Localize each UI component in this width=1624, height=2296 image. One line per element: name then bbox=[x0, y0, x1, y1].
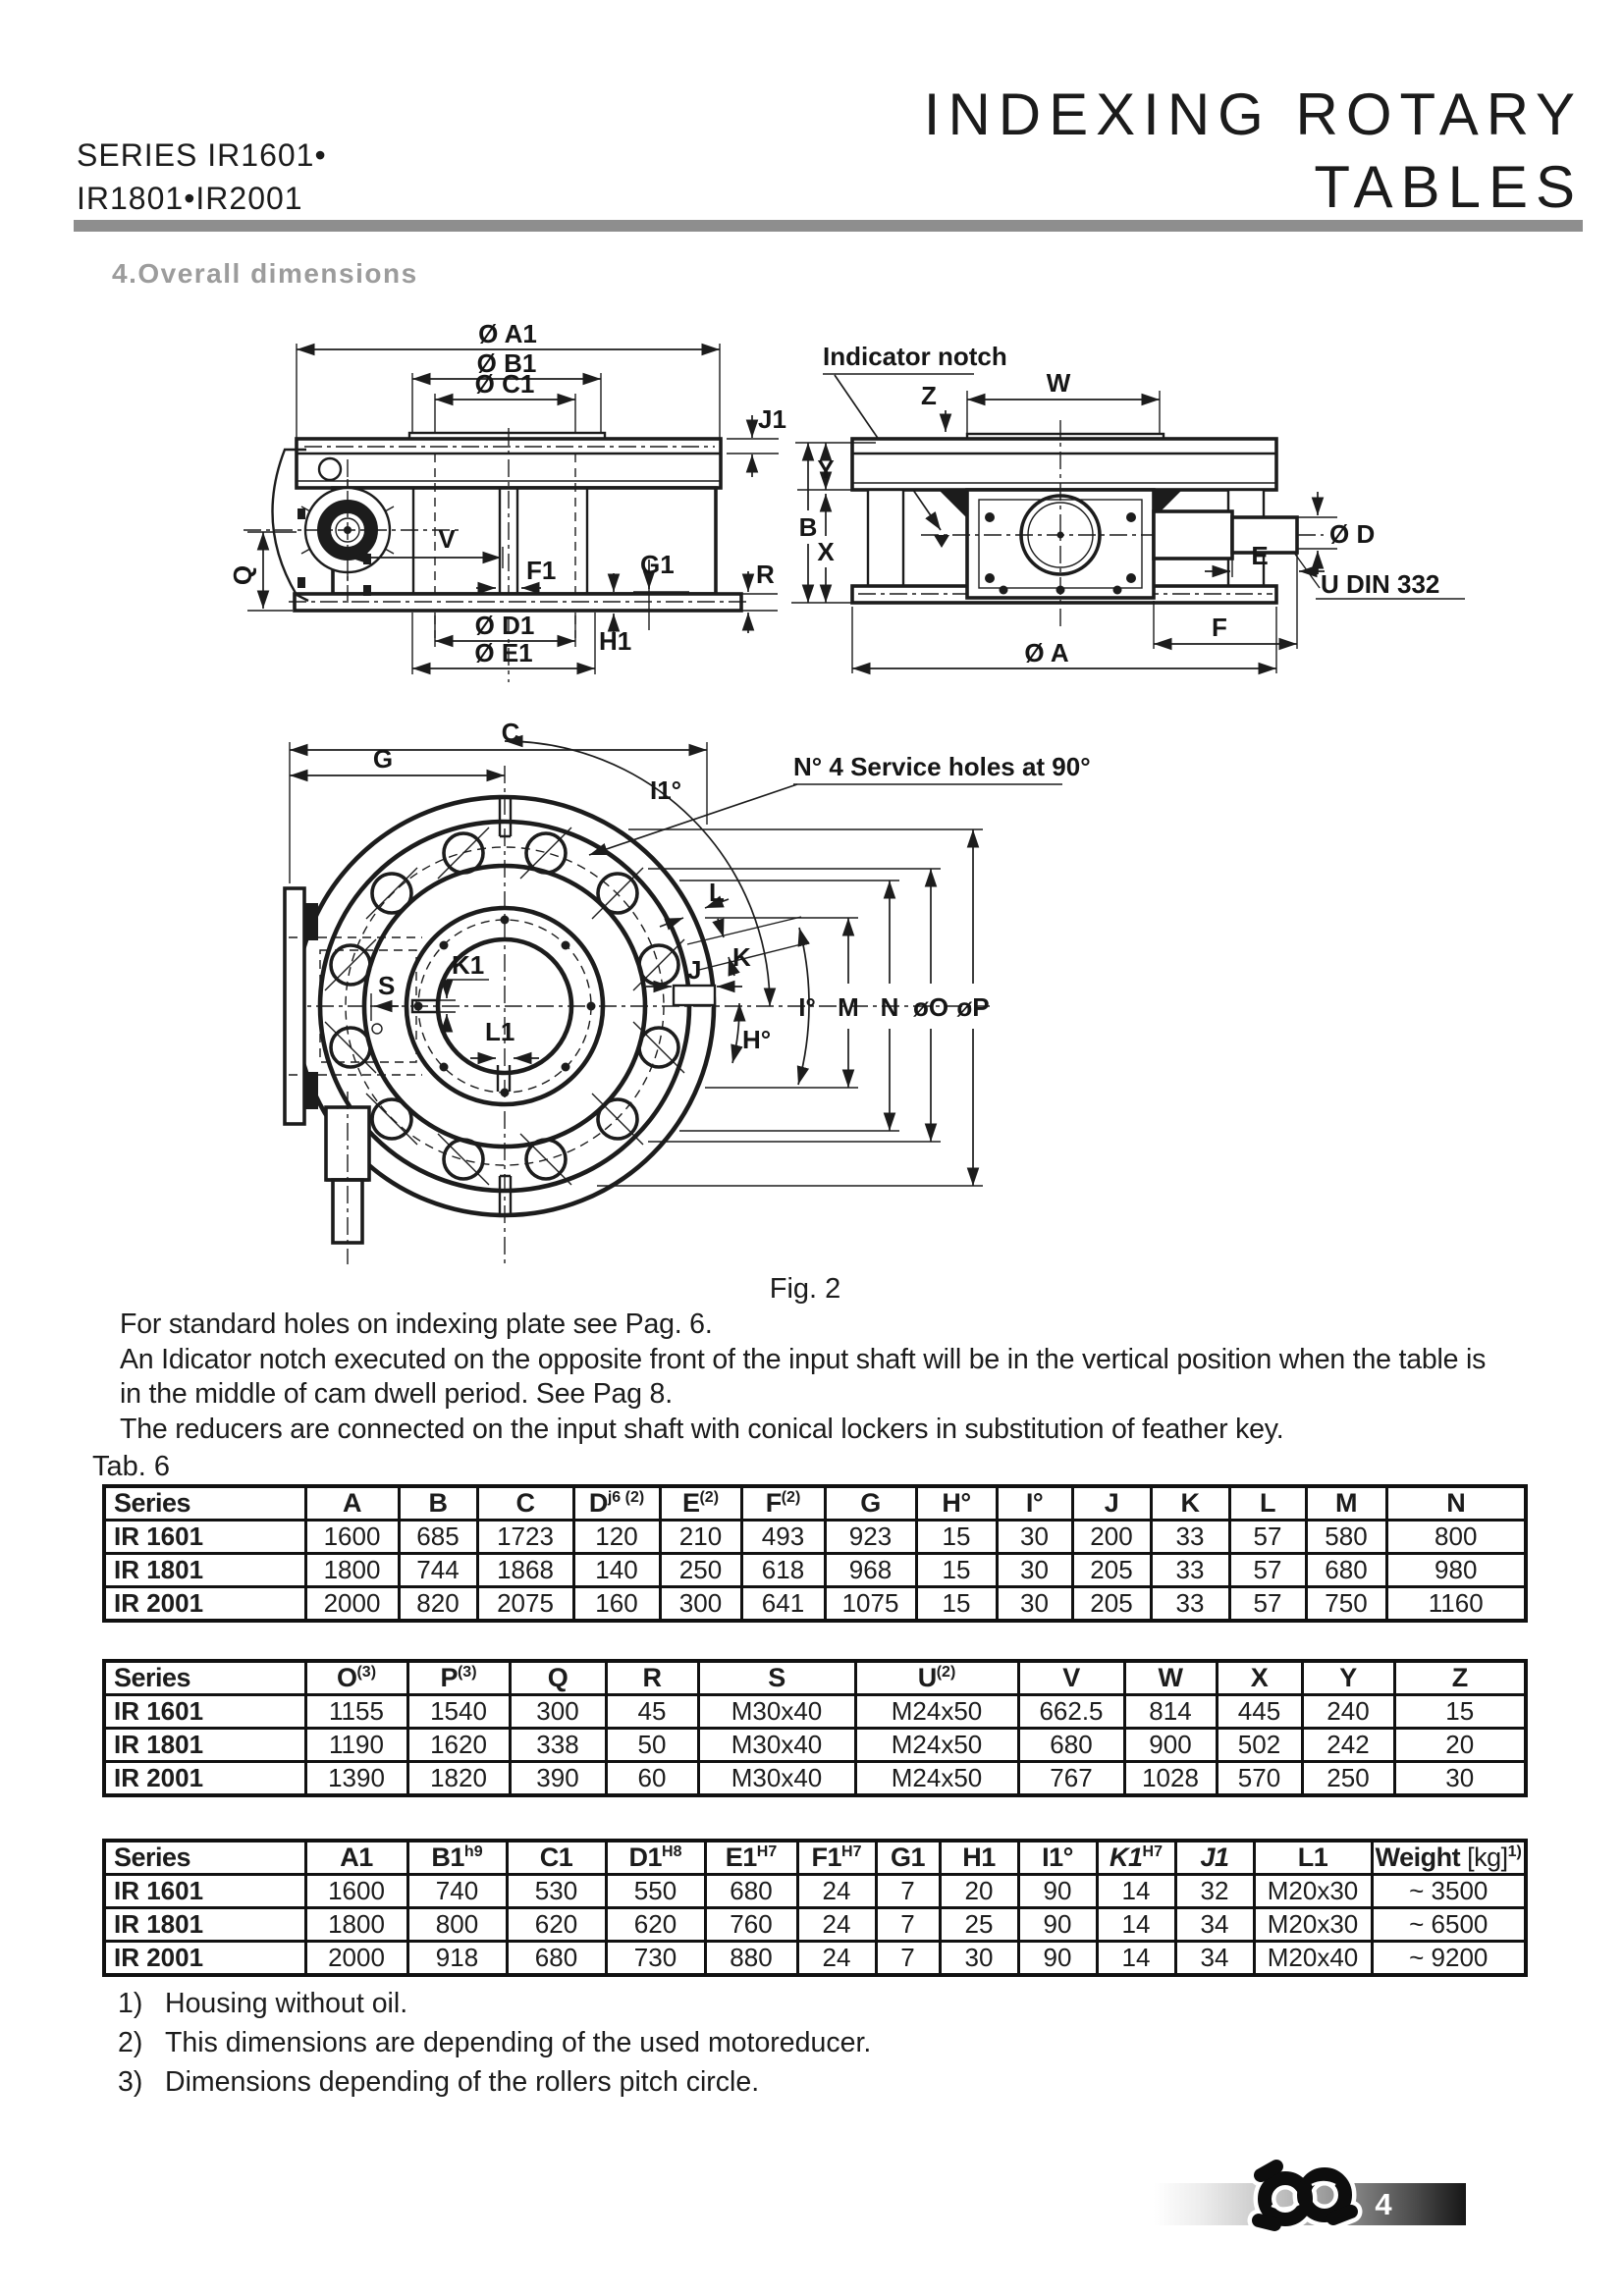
dimensions-table-1 bbox=[102, 1484, 1528, 1623]
value-cell: M20x40 bbox=[1254, 1942, 1372, 1976]
dim-label-oc1: Ø C1 bbox=[474, 369, 535, 399]
value-cell: 1800 bbox=[305, 1908, 407, 1942]
dim-label-oe1: Ø E1 bbox=[474, 638, 533, 667]
value-cell: 1800 bbox=[305, 1554, 399, 1587]
table-row bbox=[104, 1908, 1526, 1942]
column-header-series: Series bbox=[104, 1841, 305, 1875]
value-cell: 160 bbox=[573, 1587, 660, 1622]
value-cell: 20 bbox=[940, 1875, 1018, 1908]
value-cell: 1190 bbox=[305, 1729, 407, 1762]
column-header: $D^{j6 (2)}$ bbox=[573, 1486, 660, 1521]
value-cell: 24 bbox=[797, 1875, 876, 1908]
column-header-series: Series bbox=[104, 1486, 305, 1521]
table-group-label: Tab. 6 bbox=[92, 1451, 170, 1482]
value-cell: 34 bbox=[1175, 1942, 1254, 1976]
value-cell: 24 bbox=[797, 1942, 876, 1976]
table-row bbox=[104, 1695, 1526, 1729]
dim-label-x: X bbox=[817, 537, 835, 566]
column-header: Z bbox=[1394, 1661, 1526, 1695]
series-cell: IR 1601 bbox=[104, 1875, 305, 1908]
column-header: Y bbox=[1302, 1661, 1394, 1695]
value-cell: 550 bbox=[606, 1875, 705, 1908]
column-header: K bbox=[1151, 1486, 1229, 1521]
value-cell: M30x40 bbox=[698, 1729, 855, 1762]
table-row bbox=[104, 1942, 1526, 1976]
value-cell: 730 bbox=[606, 1942, 705, 1976]
value-cell: 530 bbox=[507, 1875, 606, 1908]
value-cell: M24x50 bbox=[855, 1729, 1018, 1762]
column-header: I° bbox=[997, 1486, 1072, 1521]
value-cell: 680 bbox=[1306, 1554, 1386, 1587]
value-cell: 2000 bbox=[305, 1942, 407, 1976]
value-cell: 30 bbox=[997, 1554, 1072, 1587]
value-cell: 60 bbox=[606, 1762, 698, 1796]
value-cell: 14 bbox=[1097, 1875, 1175, 1908]
value-cell: 30 bbox=[997, 1587, 1072, 1622]
column-header: Weight [kg]$^{1)}$ bbox=[1372, 1841, 1526, 1875]
table-row bbox=[104, 1875, 1526, 1908]
value-cell: 25 bbox=[940, 1908, 1018, 1942]
value-cell: 15 bbox=[916, 1554, 997, 1587]
value-cell: 1600 bbox=[305, 1521, 399, 1554]
value-cell: 90 bbox=[1018, 1875, 1097, 1908]
value-cell: 33 bbox=[1151, 1521, 1229, 1554]
dim-label-y: Y bbox=[817, 454, 835, 484]
value-cell: 493 bbox=[741, 1521, 825, 1554]
value-cell: ~ 6500 bbox=[1372, 1908, 1526, 1942]
dim-label-od: Ø D bbox=[1329, 519, 1376, 549]
value-cell: 205 bbox=[1072, 1587, 1151, 1622]
value-cell: 32 bbox=[1175, 1875, 1254, 1908]
value-cell: 205 bbox=[1072, 1554, 1151, 1587]
value-cell: 570 bbox=[1217, 1762, 1302, 1796]
value-cell: 250 bbox=[1302, 1762, 1394, 1796]
dim-label-r: R bbox=[756, 560, 775, 589]
dim-label-z: Z bbox=[921, 381, 937, 410]
note-line: An Idicator notch executed on the opposite front of the input shaft will be in the vertical position when the table is bbox=[120, 1343, 1487, 1375]
dim-label-k: K bbox=[732, 942, 751, 972]
value-cell: 680 bbox=[705, 1875, 797, 1908]
value-cell: 90 bbox=[1018, 1908, 1097, 1942]
value-cell: 620 bbox=[507, 1908, 606, 1942]
column-header: B bbox=[399, 1486, 477, 1521]
value-cell: 30 bbox=[1394, 1762, 1526, 1796]
value-cell: 300 bbox=[510, 1695, 606, 1729]
column-header: $B1^{h9}$ bbox=[407, 1841, 507, 1875]
dim-label-c: C bbox=[501, 718, 520, 747]
right-side-view-drawing bbox=[791, 342, 1465, 673]
value-cell: 641 bbox=[741, 1587, 825, 1622]
value-cell: 15 bbox=[916, 1587, 997, 1622]
dim-label-ob1: Ø B1 bbox=[476, 348, 537, 378]
footnote bbox=[118, 2026, 871, 2059]
value-cell: 90 bbox=[1018, 1942, 1097, 1976]
dim-label-s: S bbox=[378, 971, 396, 1000]
column-header: N bbox=[1386, 1486, 1526, 1521]
footnote bbox=[118, 2065, 871, 2099]
value-cell: M20x30 bbox=[1254, 1908, 1372, 1942]
column-header: W bbox=[1124, 1661, 1217, 1695]
column-header: X bbox=[1217, 1661, 1302, 1695]
dim-label-u-din332: U DIN 332 bbox=[1321, 569, 1440, 599]
footnote-number: 2) bbox=[118, 2027, 143, 2058]
value-cell: 880 bbox=[705, 1942, 797, 1976]
footnote-text: Housing without oil. bbox=[165, 1988, 408, 2019]
value-cell: 250 bbox=[660, 1554, 741, 1587]
series-title-line1: SERIES IR1601• bbox=[77, 137, 327, 173]
value-cell: 14 bbox=[1097, 1908, 1175, 1942]
dim-label-l1: L1 bbox=[485, 1017, 515, 1046]
value-cell: 502 bbox=[1217, 1729, 1302, 1762]
value-cell: ~ 9200 bbox=[1372, 1942, 1526, 1976]
column-header: $F1^{H7}$ bbox=[797, 1841, 876, 1875]
value-cell: 140 bbox=[573, 1554, 660, 1587]
value-cell: 120 bbox=[573, 1521, 660, 1554]
dim-label-op: øP bbox=[956, 992, 990, 1022]
column-header: H1 bbox=[940, 1841, 1018, 1875]
value-cell: 744 bbox=[399, 1554, 477, 1587]
column-header: J bbox=[1072, 1486, 1151, 1521]
footnote-number: 3) bbox=[118, 2066, 143, 2098]
figure-notes bbox=[120, 1308, 1553, 1447]
value-cell: 814 bbox=[1124, 1695, 1217, 1729]
value-cell: 620 bbox=[606, 1908, 705, 1942]
table-row bbox=[104, 1521, 1526, 1554]
value-cell: 1075 bbox=[825, 1587, 916, 1622]
value-cell: ~ 3500 bbox=[1372, 1875, 1526, 1908]
value-cell: M24x50 bbox=[855, 1695, 1018, 1729]
note-line: For standard holes on indexing plate see Pag. 6. bbox=[120, 1308, 713, 1340]
value-cell: 242 bbox=[1302, 1729, 1394, 1762]
footnote bbox=[118, 1987, 871, 2020]
page-title-line2: TABLES bbox=[1314, 154, 1583, 220]
value-cell: 7 bbox=[876, 1942, 940, 1976]
value-cell: 50 bbox=[606, 1729, 698, 1762]
value-cell: 767 bbox=[1018, 1762, 1124, 1796]
dim-label-e: E bbox=[1251, 541, 1269, 570]
header-divider bbox=[74, 220, 1583, 232]
dim-label-i1deg: I1° bbox=[650, 775, 682, 805]
dim-label-od1: Ø D1 bbox=[474, 611, 535, 640]
value-cell: 680 bbox=[1018, 1729, 1124, 1762]
service-holes-label: N° 4 Service holes at 90° bbox=[793, 752, 1091, 781]
note-line: The reducers are connected on the input shaft with conical lockers in substitution of feather key. bbox=[120, 1413, 1284, 1445]
column-header: $K1^{H7}$ bbox=[1097, 1841, 1175, 1875]
value-cell: 923 bbox=[825, 1521, 916, 1554]
footnote-number: 1) bbox=[118, 1988, 143, 2019]
value-cell: 968 bbox=[825, 1554, 916, 1587]
value-cell: 918 bbox=[407, 1942, 507, 1976]
column-header: C1 bbox=[507, 1841, 606, 1875]
dim-label-j1: J1 bbox=[758, 404, 786, 434]
value-cell: 662.5 bbox=[1018, 1695, 1124, 1729]
value-cell: 57 bbox=[1229, 1587, 1306, 1622]
value-cell: 1723 bbox=[477, 1521, 573, 1554]
value-cell: M30x40 bbox=[698, 1762, 855, 1796]
value-cell: 580 bbox=[1306, 1521, 1386, 1554]
column-header: L bbox=[1229, 1486, 1306, 1521]
column-header: $E1^{H7}$ bbox=[705, 1841, 797, 1875]
value-cell: 980 bbox=[1386, 1554, 1526, 1587]
dim-label-ideg: I° bbox=[798, 992, 816, 1022]
value-cell: 1540 bbox=[407, 1695, 510, 1729]
value-cell: 34 bbox=[1175, 1908, 1254, 1942]
dim-label-f1: F1 bbox=[526, 556, 557, 585]
value-cell: 740 bbox=[407, 1875, 507, 1908]
series-cell: IR 2001 bbox=[104, 1587, 305, 1622]
value-cell: 390 bbox=[510, 1762, 606, 1796]
value-cell: 1160 bbox=[1386, 1587, 1526, 1622]
value-cell: 7 bbox=[876, 1875, 940, 1908]
value-cell: 300 bbox=[660, 1587, 741, 1622]
series-cell: IR 1801 bbox=[104, 1908, 305, 1942]
column-header: J1 bbox=[1175, 1841, 1254, 1875]
column-header-series: Series bbox=[104, 1661, 305, 1695]
value-cell: 15 bbox=[1394, 1695, 1526, 1729]
value-cell: 820 bbox=[399, 1587, 477, 1622]
column-header: M bbox=[1306, 1486, 1386, 1521]
table-row bbox=[104, 1554, 1526, 1587]
table-row bbox=[104, 1587, 1526, 1622]
value-cell: 1155 bbox=[305, 1695, 407, 1729]
value-cell: 1600 bbox=[305, 1875, 407, 1908]
value-cell: 680 bbox=[507, 1942, 606, 1976]
value-cell: 2000 bbox=[305, 1587, 399, 1622]
value-cell: M24x50 bbox=[855, 1762, 1018, 1796]
column-header: H° bbox=[916, 1486, 997, 1521]
value-cell: 750 bbox=[1306, 1587, 1386, 1622]
value-cell: 57 bbox=[1229, 1554, 1306, 1587]
dim-label-oa1: Ø A1 bbox=[478, 319, 537, 348]
column-header: C bbox=[477, 1486, 573, 1521]
value-cell: 338 bbox=[510, 1729, 606, 1762]
value-cell: 1028 bbox=[1124, 1762, 1217, 1796]
table-row bbox=[104, 1762, 1526, 1796]
column-header: $U^{(2)}$ bbox=[855, 1661, 1018, 1695]
value-cell: 800 bbox=[407, 1908, 507, 1942]
value-cell: 200 bbox=[1072, 1521, 1151, 1554]
series-cell: IR 1601 bbox=[104, 1695, 305, 1729]
dim-label-h1: H1 bbox=[599, 626, 632, 656]
value-cell: 20 bbox=[1394, 1729, 1526, 1762]
dim-label-hdeg: H° bbox=[742, 1025, 772, 1054]
column-header: A1 bbox=[305, 1841, 407, 1875]
series-cell: IR 1801 bbox=[104, 1729, 305, 1762]
column-header: I1° bbox=[1018, 1841, 1097, 1875]
column-header: $F^{(2)}$ bbox=[741, 1486, 825, 1521]
value-cell: 685 bbox=[399, 1521, 477, 1554]
footnote-text: This dimensions are depending of the used motoreducer. bbox=[165, 2027, 872, 2058]
series-cell: IR 1801 bbox=[104, 1554, 305, 1587]
value-cell: 1820 bbox=[407, 1762, 510, 1796]
value-cell: 1868 bbox=[477, 1554, 573, 1587]
dimensions-table-2 bbox=[102, 1659, 1528, 1797]
column-header: Q bbox=[510, 1661, 606, 1695]
dim-label-w: W bbox=[1046, 368, 1071, 398]
column-header: G bbox=[825, 1486, 916, 1521]
series-cell: IR 2001 bbox=[104, 1942, 305, 1976]
dim-label-q: Q bbox=[228, 564, 257, 586]
column-header: G1 bbox=[876, 1841, 940, 1875]
value-cell: 57 bbox=[1229, 1521, 1306, 1554]
value-cell: M20x30 bbox=[1254, 1875, 1372, 1908]
dim-label-oo: øO bbox=[912, 992, 949, 1022]
indicator-notch-label: Indicator notch bbox=[823, 342, 1007, 371]
value-cell: 7 bbox=[876, 1908, 940, 1942]
dim-label-m: M bbox=[838, 992, 859, 1022]
value-cell: 900 bbox=[1124, 1729, 1217, 1762]
dim-label-b: B bbox=[798, 512, 818, 542]
value-cell: M30x40 bbox=[698, 1695, 855, 1729]
value-cell: 1620 bbox=[407, 1729, 510, 1762]
series-title-line2: IR1801•IR2001 bbox=[77, 181, 303, 216]
technical-drawing-figure bbox=[59, 309, 1576, 1281]
value-cell: 33 bbox=[1151, 1554, 1229, 1587]
value-cell: 14 bbox=[1097, 1942, 1175, 1976]
dim-label-l: L bbox=[709, 878, 725, 907]
dim-label-g: G bbox=[372, 744, 394, 774]
column-header: R bbox=[606, 1661, 698, 1695]
dim-label-v: V bbox=[438, 524, 456, 554]
page-number: 4 bbox=[1375, 2187, 1392, 2221]
column-header: V bbox=[1018, 1661, 1124, 1695]
column-header: S bbox=[698, 1661, 855, 1695]
dim-label-g1: G1 bbox=[640, 550, 675, 579]
value-cell: 15 bbox=[916, 1521, 997, 1554]
column-header: $P^{(3)}$ bbox=[407, 1661, 510, 1695]
section-title: 4.Overall dimensions bbox=[112, 258, 418, 289]
column-header: A bbox=[305, 1486, 399, 1521]
figure-caption: Fig. 2 bbox=[769, 1273, 841, 1305]
value-cell: 2075 bbox=[477, 1587, 573, 1622]
series-cell: IR 1601 bbox=[104, 1521, 305, 1554]
note-line: in the middle of cam dwell period. See Pag 8. bbox=[120, 1378, 673, 1410]
value-cell: 1390 bbox=[305, 1762, 407, 1796]
value-cell: 210 bbox=[660, 1521, 741, 1554]
value-cell: 33 bbox=[1151, 1587, 1229, 1622]
column-header: $D1^{H8}$ bbox=[606, 1841, 705, 1875]
column-header: L1 bbox=[1254, 1841, 1372, 1875]
brand-knot-logo bbox=[1232, 2152, 1380, 2242]
dimensions-table-3 bbox=[102, 1839, 1528, 1977]
value-cell: 30 bbox=[997, 1521, 1072, 1554]
footnote-text: Dimensions depending of the rollers pitch circle. bbox=[165, 2066, 760, 2098]
dim-label-f: F bbox=[1212, 613, 1227, 642]
dim-label-n: N bbox=[880, 992, 899, 1022]
value-cell: 760 bbox=[705, 1908, 797, 1942]
page-title-line1: INDEXING ROTARY bbox=[923, 81, 1583, 147]
value-cell: 24 bbox=[797, 1908, 876, 1942]
table-row bbox=[104, 1729, 1526, 1762]
series-cell: IR 2001 bbox=[104, 1762, 305, 1796]
dim-label-oa: Ø A bbox=[1024, 638, 1069, 667]
value-cell: 800 bbox=[1386, 1521, 1526, 1554]
column-header: $E^{(2)}$ bbox=[660, 1486, 741, 1521]
footnotes bbox=[118, 1987, 871, 2105]
front-circular-view-drawing bbox=[285, 718, 1091, 1266]
value-cell: 445 bbox=[1217, 1695, 1302, 1729]
value-cell: 30 bbox=[940, 1942, 1018, 1976]
dim-label-k1: K1 bbox=[452, 950, 485, 980]
value-cell: 618 bbox=[741, 1554, 825, 1587]
dim-label-j: J bbox=[687, 955, 702, 985]
left-side-view-drawing bbox=[228, 319, 786, 682]
column-header: $O^{(3)}$ bbox=[305, 1661, 407, 1695]
value-cell: 240 bbox=[1302, 1695, 1394, 1729]
value-cell: 45 bbox=[606, 1695, 698, 1729]
